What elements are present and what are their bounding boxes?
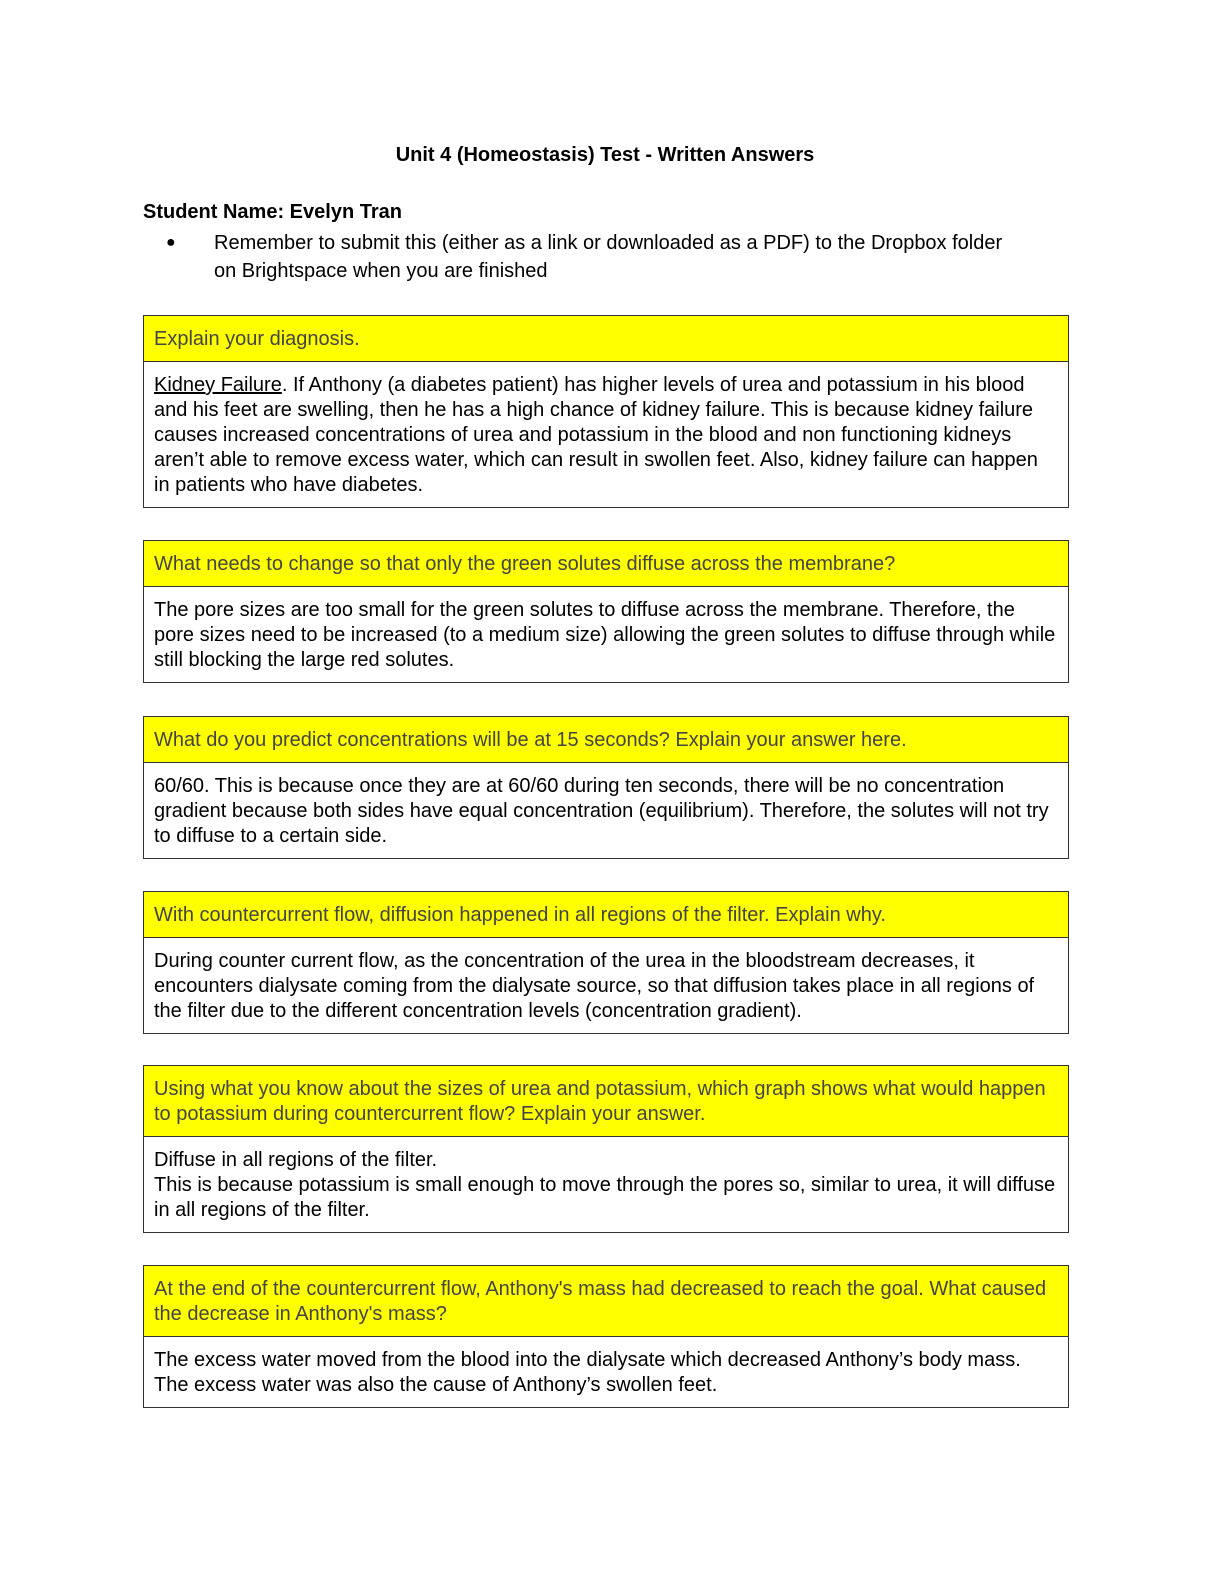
question-text: What needs to change so that only the green solutes diffuse across the membrane? — [144, 541, 1068, 587]
question-text: Using what you know about the sizes of urea and potassium, which graph shows what would happen to potassium during countercurrent flow? Explain your answer. — [144, 1066, 1068, 1137]
diagnosis-term: Kidney Failure — [154, 374, 282, 396]
question-text: What do you predict concentrations will be at 15 seconds? Explain your answer here. — [144, 717, 1068, 763]
answer-text — [144, 1137, 1068, 1232]
answer-line: This is because potassium is small enough to move through the pores so, similar to urea, it will diffuse in all regions of the filter. — [154, 1174, 1056, 1221]
question-text: At the end of the countercurrent flow, Anthony's mass had decreased to reach the goal. What caused the decrease in Anthony's mass? — [144, 1266, 1068, 1337]
document-title: Unit 4 (Homeostasis) Test - Written Answers — [395, 144, 815, 166]
answer-text: The pore sizes are too small for the green solutes to diffuse across the membrane. Therefore, the pore sizes need to be increased (to a medium size) allowing the green solutes to diffuse through while still blocking the large red solutes. — [154, 599, 1056, 671]
question-box-2 — [143, 540, 1069, 683]
question-box-1 — [143, 315, 1069, 508]
answer-text: The excess water moved from the blood into the dialysate which decreased Anthony’s body mass. The excess water was also the cause of Anthony’s swollen feet. — [154, 1349, 1021, 1396]
reminder-text: Remember to submit this (either as a link or downloaded as a PDF) to the Dropbox folder on Brightspace when you are finished — [214, 232, 1003, 282]
answer-line: Diffuse in all regions of the filter. — [154, 1149, 438, 1171]
question-text: Explain your diagnosis. — [144, 316, 1068, 362]
bullet-icon: ● — [166, 234, 176, 251]
question-box-4 — [143, 891, 1069, 1034]
answer-text: 60/60. This is because once they are at 60/60 during ten seconds, there will be no concentration gradient because both sides have equal concentration (equilibrium). Therefore, the solutes will not try to diffuse to a certain side. — [154, 775, 1049, 847]
question-box-5 — [143, 1065, 1069, 1233]
reminder-list-item — [166, 229, 1026, 285]
question-box-3 — [143, 716, 1069, 859]
answer-text — [144, 362, 1068, 507]
answer-text: During counter current flow, as the concentration of the urea in the bloodstream decreases, it encounters dialysate coming from the dialysate source, so that diffusion takes place in all regions of the filter due to the different concentration levels (concentration gradient). — [154, 950, 1035, 1022]
answer-body: . If Anthony (a diabetes patient) has higher levels of urea and potassium in his blood and his feet are swelling, then he has a high chance of kidney failure. This is because kidney failure causes increased concentrations of urea and potassium in the blood and non functioning kidneys aren’t able to remove excess water, which can result in swollen feet. Also, kidney failure can happen in patients who have diabetes. — [154, 374, 1038, 496]
question-box-6 — [143, 1265, 1069, 1408]
student-name: Student Name: Evelyn Tran — [143, 201, 402, 223]
question-text: With countercurrent flow, diffusion happened in all regions of the filter. Explain why. — [144, 892, 1068, 938]
